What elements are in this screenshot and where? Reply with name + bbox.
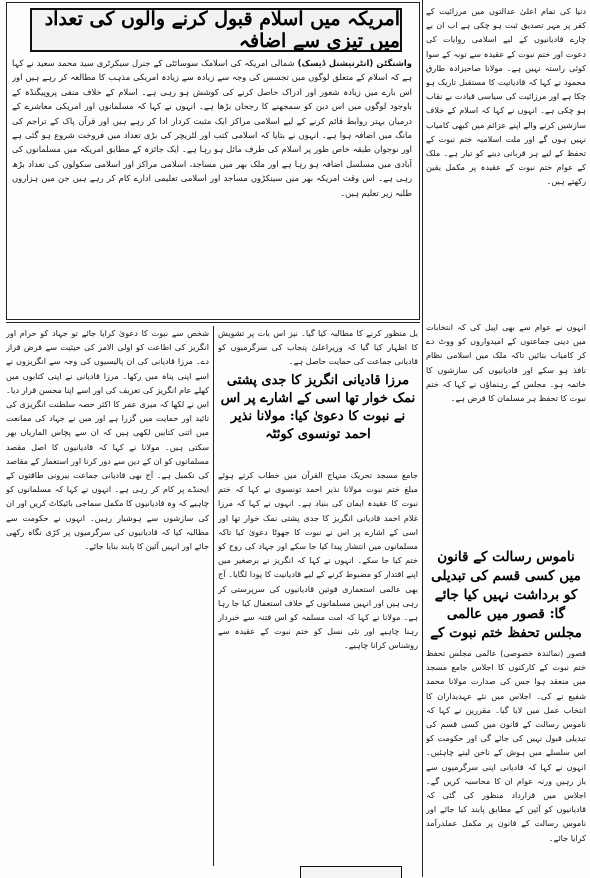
- lead-story-bottom-rule: [6, 322, 420, 323]
- right-column-text-mid: انہوں نے عوام سے بھی اپیل کی کہ انتخابات میں دینی جماعتوں کے امیدواروں کو ووٹ دے کر کامیاب بنائیں تاکہ ملک میں اسلامی نظام نافذ ہو سکے اور قادیانیوں کی سازشوں کا خاتمہ ہو۔ مجلس کے رہنماؤں نے کہا کہ ختم نبوت کا تحفظ ہر مسلمان کا فرض ہے۔: [426, 322, 586, 404]
- column-divider-middle: [213, 326, 214, 866]
- right-column-headline: ناموس رسالت کے قانون میں کسی قسم کی تبدیلی کو برداشت نہیں کیا جائے گا: قصور میں عالمی مجلس تحفظ ختم نبوت کے: [430, 549, 582, 641]
- right-column-text-bottom: قصور (نمائندہ خصوصی) عالمی مجلس تحفظ ختم نبوت کے کارکنوں کا اجلاس جامع مسجد میں منعقد ہوا جس کی صدارت مولانا محمد شفیع نے کی۔ اجلاس میں نئے عہدیداران کا انتخاب عمل میں لایا گیا۔ مقررین نے کہا کہ ناموس رسالت کے قانون میں کسی قسم کی تبدیلی قبول نہیں کی جائے گی اور حکومت کو اس سلسلے میں ہوش کے ناخن لینے چاہئیں۔ انہوں نے کہا کہ قادیانی اپنی سرگرمیوں سے باز رہیں ورنہ عوام ان کا محاسبہ کریں گے۔ اجلاس میں قرارداد منظور کی گئی کہ قادیانیوں کو آئین کے مطابق پابند کیا جائے اور ناموس رسالت کے قانون پر مکمل عملدرآمد کرایا جائے۔: [426, 648, 586, 843]
- lead-story-headline: امریکہ میں اسلام قبول کرنے والوں کی تعداد میں تیزی سے اضافہ: [30, 8, 402, 52]
- lead-story-text: شمالی امریکہ کی اسلامک سوسائٹی کے جنرل سیکرٹری سید محمد سعید نے کہا ہے کہ اسلام کے متعلق لوگوں میں تجسس کی وجہ سے زیادہ سے زیادہ امریکی مذہب کا مطالعہ کر رہے ہیں اور اس بارے میں زیادہ شعور اور ادراک حاصل کرنے کی کوشش ہو رہی ہے۔ اسلام کے خلاف منفی پروپیگنڈہ کے باوجود لوگوں میں اس دین کو سمجھنے کا رجحان بڑھا ہے۔ انہوں نے کہا کہ مسلمانوں اور امریکی معاشرے کے درمیان بہتر روابط قائم کرنے کے لیے اسلامی مراکز ایک مثبت کردار ادا کر رہے ہیں اور قرآن پاک کے تراجم کی مانگ میں اضافہ ہوا ہے۔ انہوں نے بتایا کہ اسلامی کتب اور لٹریچر کی بڑی تعداد میں فروخت شروع ہو گئی ہے اور نوجوان طبقہ خاص طور پر اسلام کی طرف مائل ہو رہا ہے۔ ایک جائزہ کے مطابق امریکہ میں مسلمانوں کی آبادی میں مسلسل اضافہ ہو رہا ہے اور ملک بھر میں مساجد، اسلامی مراکز اور اسلامی سکولوں کی تعداد بڑھ رہی ہے۔ اس وقت امریکہ بھر میں سینکڑوں مساجد اور اسلامی تعلیمی ادارے کام کر رہے ہیں جن میں ہزاروں طلبہ زیر تعلیم ہیں۔: [12, 58, 412, 198]
- lead-story-dateline: واشنگٹن (انٹرنیشنل ڈیسک): [297, 58, 412, 68]
- middle-column-body: جامع مسجد تحریک منہاج القرآن میں خطاب کرتے ہوئے مبلغ ختم نبوت مولانا نذیر احمد تونسوی نے کہا کہ ختم نبوت کا عقیدہ ایمان کی بنیاد ہے۔ انہوں نے کہا کہ مرزا غلام احمد قادیانی انگریز کا جدی پشتی نمک خوار تھا اور اسی کے اشارے پر اس نے نبوت کا جھوٹا دعویٰ کیا تاکہ مسلمانوں میں انتشار پیدا کیا جا سکے اور جہاد کی روح کو ختم کیا جا سکے۔ انہوں نے کہا کہ انگریز نے برصغیر میں اپنے اقتدار کو مضبوط کرنے کے لیے قادیانیت کا پودا لگایا۔ آج بھی عالمی استعماری قوتیں قادیانیوں کی سرپرستی کر رہی ہیں اور انہیں مسلمانوں کے خلاف استعمال کیا جا رہا ہے۔ مولانا نے کہا کہ امت مسلمہ کو اس فتنہ سے خبردار رہنا چاہیے اور نئی نسل کو ختم نبوت کے عقیدہ سے روشناس کرانا چاہیے۔: [218, 470, 418, 651]
- bottom-edge-box: [300, 866, 402, 878]
- column-divider-right: [422, 0, 423, 877]
- lead-story-body: [12, 56, 412, 312]
- middle-column-headline: مرزا قادیانی انگریز کا جدی پشتی نمک خوار تھا اسی کے اشارے پر اس نے نبوت کا دعویٰ کیا: مولانا نذیر احمد تونسوی کوئٹہ: [220, 373, 416, 442]
- right-column-text-top: دنیا کی تمام اعلیٰ عدالتوں میں مرزائیت کے کفر پر مہر تصدیق ثبت ہو چکی ہے اب ان بے چارے قادیانیوں کے لیے اسلامی روایات کی دعوت اور ختم نبوت کے عقیدہ سے توبہ کے سوا کوئی راستہ نہیں ہے۔ مولانا صاحبزادہ طارق محمود نے کہا کہ قادیانیت کا مستقبل تاریک ہو چکا ہے اور مرزائیت کی سیاسی قیادت بے نقاب ہو چکی ہے۔ انہوں نے کہا کہ اسلام کے خلاف سازشیں کرنے والے اپنے عزائم میں کبھی کامیاب نہیں ہوں گے اور ملت اسلامیہ ختم نبوت کے تحفظ کے لیے ہر قربانی دینے کو تیار ہے۔ ملک کے عوام ختم نبوت کے عقیدہ پر مکمل یقین رکھتے ہیں۔: [426, 6, 586, 187]
- middle-column-text-top: بل منظور کرنے کا مطالبہ کیا گیا۔ نیز اس بات پر تشویش کا اظہار کیا گیا کہ وزیراعلیٰ پنجاب کی سرگرمیوں کو قادیانی جماعت کی حمایت حاصل ہے۔: [218, 328, 418, 367]
- left-column-body: شخص سے نبوت کا دعویٰ کرایا جائے تو جہاد کو حرام اور انگریز کی اطاعت کو اولی الامر کی حیثیت سے فرض قرار دے۔ مرزا قادیانی کی ان پالیسیوں کی وجہ سے انگریزوں نے اسے اپنی پناہ میں رکھا۔ مرزا قادیانی نے اپنی کتابوں میں کھلے عام انگریز کی تعریف کی اور اسے اپنا محسن قرار دیا۔ اس نے لکھا کہ میری عمر کا اکثر حصہ سلطنت انگریزی کی تائید اور حمایت میں گزرا ہے اور میں نے جہاد کی ممانعت میں اتنی کتابیں لکھی ہیں کہ ان سے پچاس الماریاں بھر سکتی ہیں۔ مولانا نے کہا کہ قادیانیوں کا اصل مقصد مسلمانوں کو ان کے دین سے دور کرنا اور استعمار کے مقاصد کی تکمیل ہے۔ آج بھی قادیانی جماعت بیرونی طاقتوں کے ایجنڈے پر کام کر رہی ہے۔ انہوں نے کہا کہ مسلمانوں کو چاہیے کہ وہ قادیانیوں کا مکمل سماجی بائیکاٹ کریں اور ان کی سازشوں سے ہوشیار رہیں۔ انہوں نے حکومت سے مطالبہ کیا کہ قادیانیوں کی سرگرمیوں پر کڑی نگاہ رکھی جائے اور انہیں آئین کا پابند بنایا جائے۔: [6, 328, 209, 552]
